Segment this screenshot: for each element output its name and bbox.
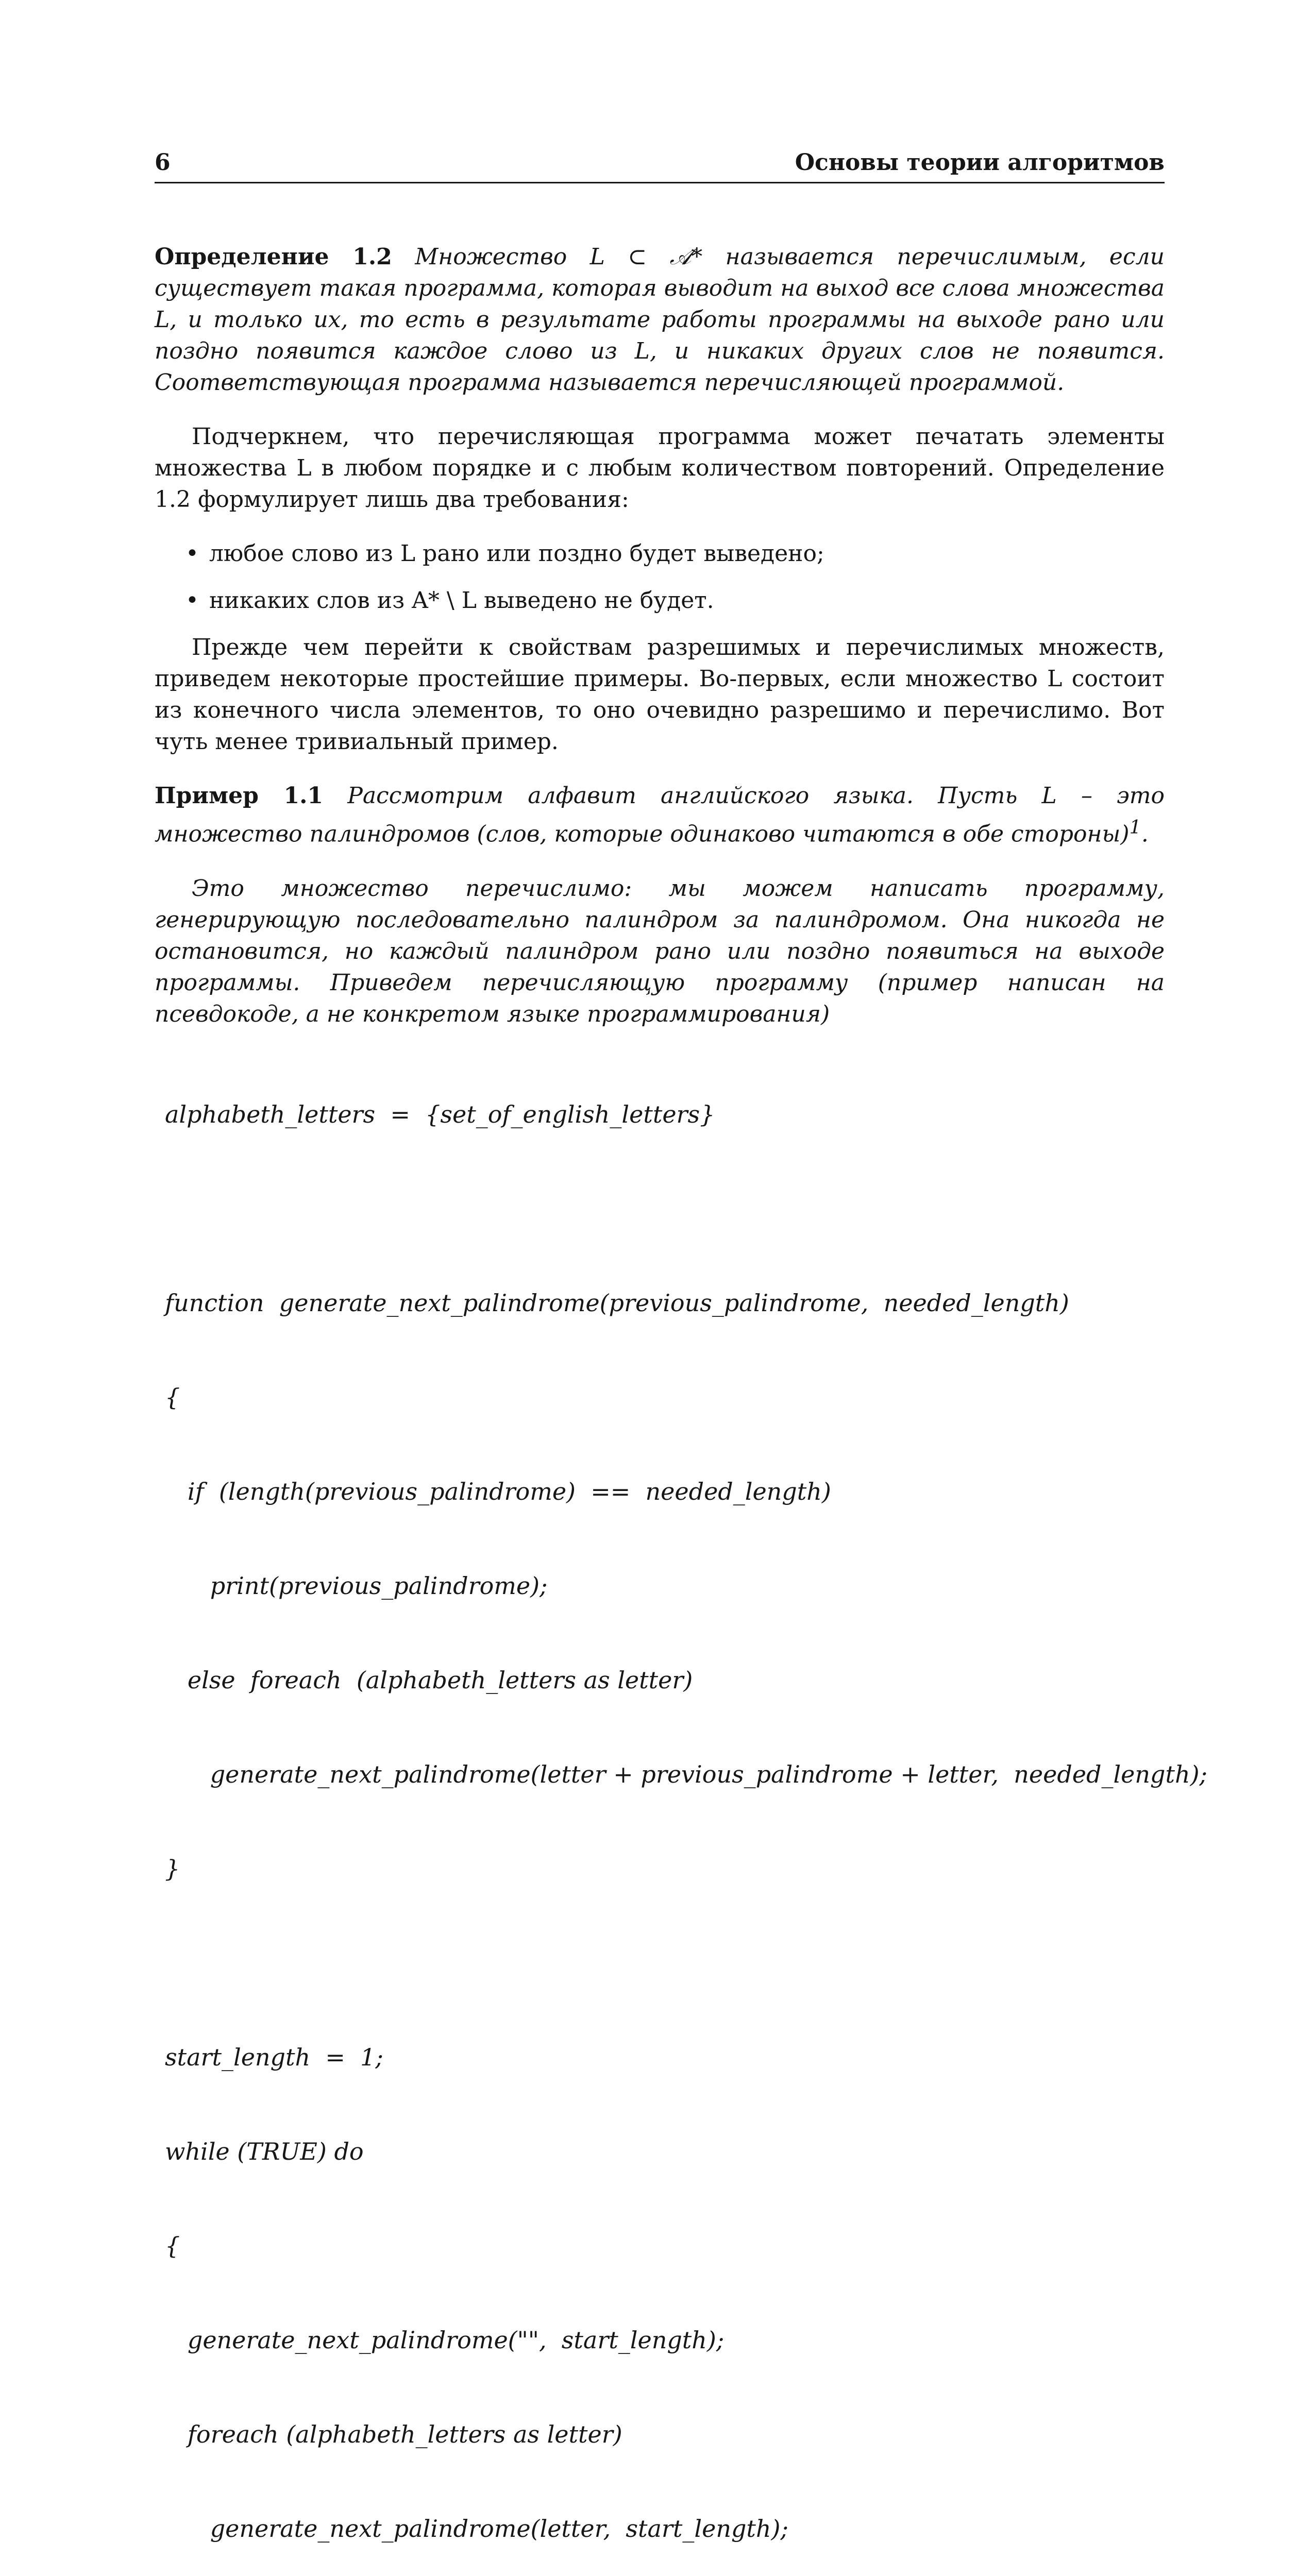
example-text: Рассмотрим алфавит английского языка. Пусть L – это множество палиндромов (слов, которые одинаково читаются в обе стороны) <box>155 783 1165 848</box>
bullet-item: • никаких слов из A* \ L выведено не будет. <box>186 585 1165 616</box>
example-text-2: Это множество перечислимо: мы можем написать программу, генерирующую последовательно палиндром за палиндромом. Она никогда не остановится, но каждый палиндром рано или поздно появиться на выходе программы. Приведем перечисляющую программу (пример написан на псевдокоде, а не конкретом языке программирования) <box>155 875 1165 1027</box>
page-number: 6 <box>155 149 171 176</box>
requirements-list <box>186 538 1165 616</box>
code-line: generate_next_palindrome("", start_length); <box>165 2326 725 2354</box>
running-header <box>155 149 1165 183</box>
code-line: alphabeth_letters = {set_of_english_letters} <box>165 1100 715 1128</box>
code-line <box>165 1193 1165 1225</box>
definition-text: Множество L ⊂ 𝒜* называется перечислимым, если существует такая программа, которая выводит на выход все слова множества L, и только их, то есть в результате работы программы на выходе рано или поздно появится каждое слово из L, и никаких других слов не появится. Соответствующая программа называется перечисляющей программой. <box>155 244 1165 396</box>
paragraph-2: Прежде чем перейти к свойствам разрешимых и перечислимых множеств, приведем некоторые простейшие примеры. Во-первых, если множество L состоит из конечного числа элементов, то оно очевидно разрешимо и перечислимо. Вот чуть менее тривиальный пример. <box>155 634 1165 755</box>
example-label: Пример 1.1 <box>155 783 324 809</box>
bullet-item: • любое слово из L рано или поздно будет выведено; <box>186 538 1165 569</box>
definition-block <box>155 241 1165 398</box>
code-line: generate_next_palindrome(letter + previous_palindrome + letter, needed_length); <box>165 1760 1208 1788</box>
code-line: else foreach (alphabeth_letters as letter) <box>165 1666 693 1694</box>
example-text-end: . <box>1141 821 1149 848</box>
code-line: } <box>165 1854 180 1883</box>
code-line <box>165 1947 1165 1979</box>
code-line: { <box>165 1383 180 1411</box>
pseudocode-block <box>155 1036 1208 2576</box>
paragraph-1: Подчеркнем, что перечисляющая программа может печатать элементы множества L в любом порядке и с любым количеством повторений. Определение 1.2 формулирует лишь два требования: <box>155 423 1165 513</box>
code-line: if (length(previous_palindrome) == needed_length) <box>165 1477 831 1505</box>
page-body <box>155 149 1208 2576</box>
footnote-reference: 1 <box>1129 816 1141 838</box>
code-line: generate_next_palindrome(letter, start_length); <box>165 2514 788 2543</box>
code-line: print(previous_palindrome); <box>165 1571 548 1600</box>
definition-label: Определение 1.2 <box>155 244 392 270</box>
code-line: function generate_next_palindrome(previous_palindrome, needed_length) <box>165 1289 1069 1317</box>
running-title: Основы теории алгоритмов <box>795 149 1165 176</box>
code-line: foreach (alphabeth_letters as letter) <box>165 2420 622 2448</box>
code-line: while (TRUE) do <box>165 2137 364 2165</box>
example-block <box>155 780 1165 850</box>
code-line: start_length = 1; <box>165 2043 383 2071</box>
code-line: { <box>165 2231 180 2260</box>
